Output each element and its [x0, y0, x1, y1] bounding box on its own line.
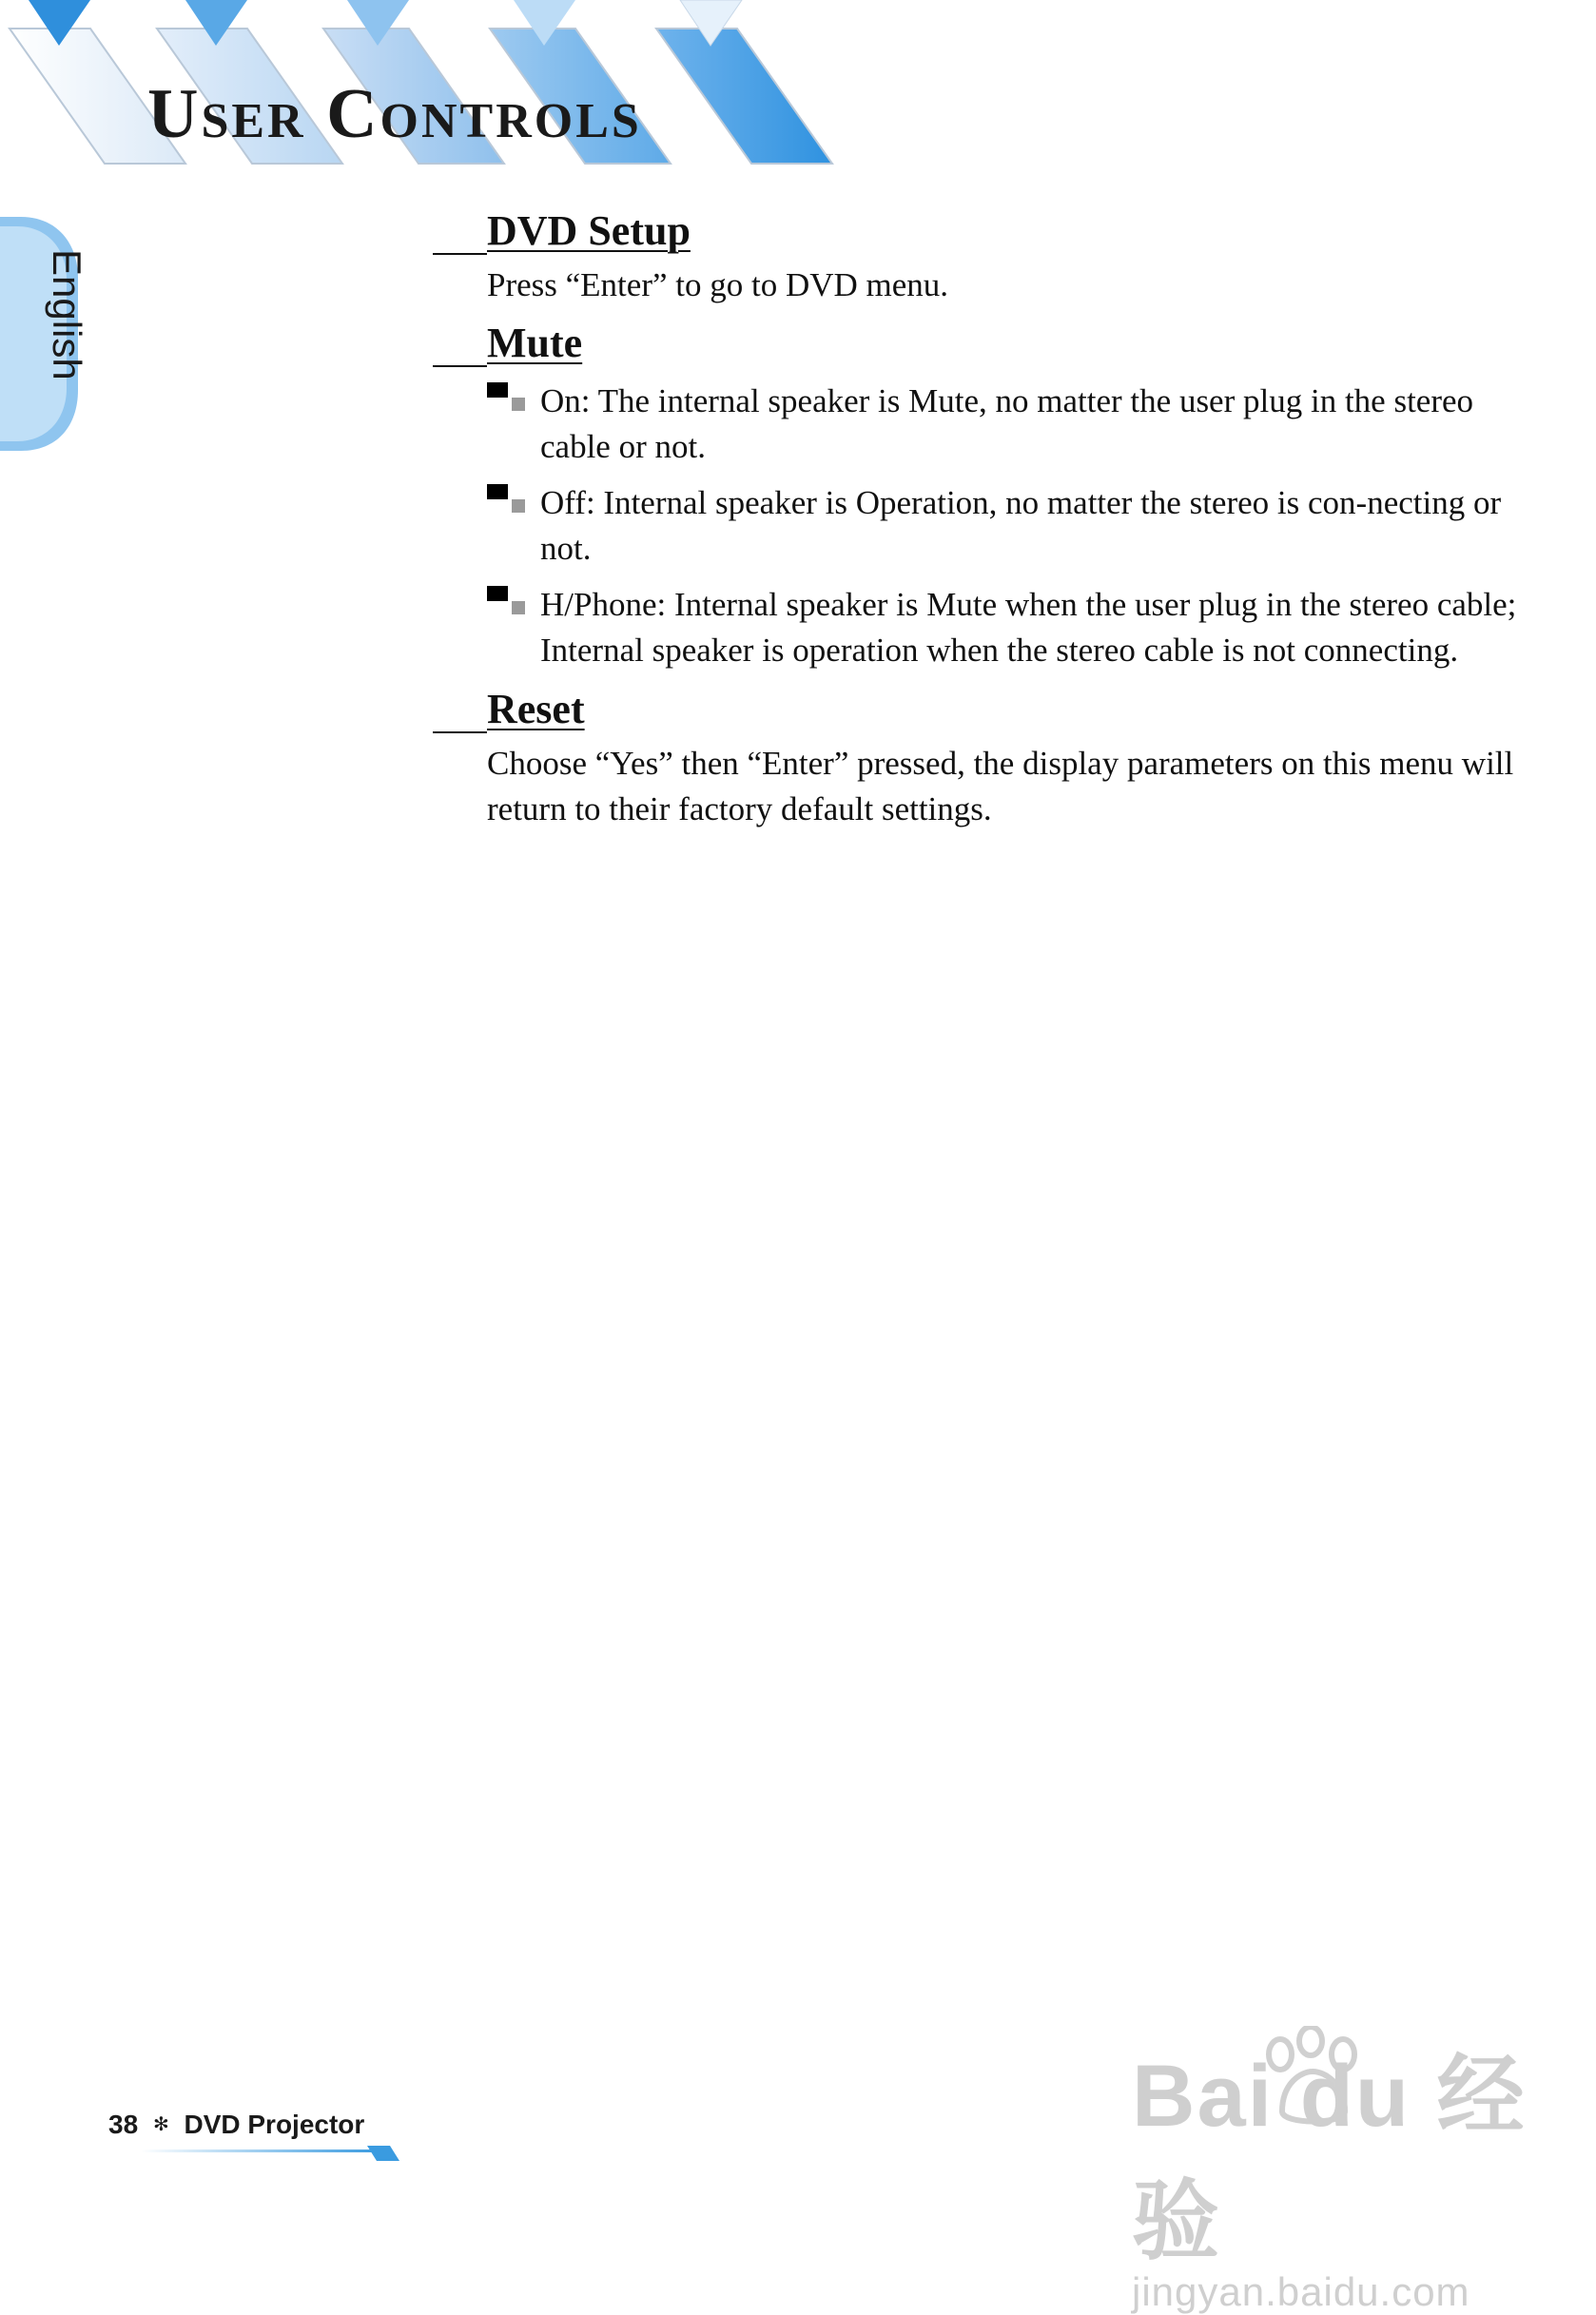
heading-rule [433, 731, 487, 733]
baidu-watermark [1132, 2026, 1596, 2315]
list-item: H/Phone: Internal speaker is Mute when the user plug in the stereo cable; Internal speaker is operation when the stereo cable is not connecting. [487, 582, 1517, 673]
mute-options-list [487, 379, 1517, 673]
watermark-brand: Bai du 经验 [1132, 2048, 1527, 2270]
bullet-icon [487, 480, 533, 518]
dvd-setup-description: Press “Enter” to go to DVD menu. [487, 266, 949, 303]
main-content [433, 205, 1517, 842]
section-heading-reset: Reset [433, 684, 1517, 735]
section-heading-dvd-setup: DVD Setup [433, 205, 1517, 257]
heading-rule [433, 253, 487, 255]
heading-rule [433, 365, 487, 367]
footer-separator-icon: ✻ [152, 2114, 169, 2135]
watermark-url: jingyan.baidu.com [1132, 2269, 1470, 2314]
page-number: 38 [108, 2110, 139, 2139]
bullet-icon [487, 379, 533, 417]
list-item: On: The internal speaker is Mute, no matter the user plug in the stereo cable or not. [487, 379, 1517, 470]
page-title: User Controls [147, 75, 642, 153]
reset-description: Choose “Yes” then “Enter” pressed, the display parameters on this menu will return to their factory default settings. [487, 745, 1514, 827]
bullet-icon [487, 582, 533, 620]
language-tab-label: English [45, 249, 89, 380]
section-heading-mute: Mute [433, 318, 1517, 369]
list-item: Off: Internal speaker is Operation, no matter the stereo is con-necting or not. [487, 480, 1517, 572]
page-footer [108, 2110, 364, 2140]
footer-underline [141, 2146, 407, 2165]
footer-product-name: DVD Projector [184, 2110, 365, 2139]
